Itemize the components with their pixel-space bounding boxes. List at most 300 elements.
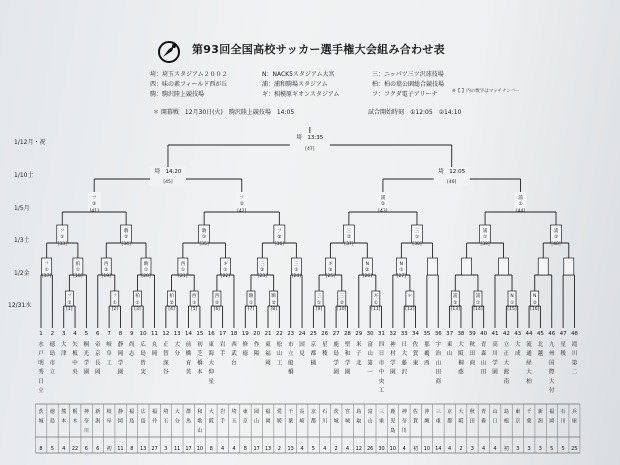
team-name-char: 山 [446,351,453,358]
r1-slot: ① [135,301,140,306]
team-prefecture-char: 山 [254,418,260,425]
team-prefecture-char: 静 [117,409,123,415]
r16-venue: 浦 [482,229,488,234]
team-prefecture-char: 神 [401,409,407,415]
team-prefecture-char: 広 [140,409,146,415]
team-name-char: 稜 [560,351,566,358]
r1-match-number: [15] [507,307,517,312]
r1-venue: 柏 [169,294,174,299]
team-number: 31 [378,331,385,337]
team-name-char: 武 [231,351,237,358]
team-prefecture-char: 玉 [163,418,169,425]
team-appearances: 6 [96,446,100,452]
team-appearances: 初 [413,446,419,452]
team-name-char: 沢 [401,369,407,376]
team-prefecture-char: 宮 [344,409,350,415]
team-name-char: 和 [344,351,351,358]
team-number: 7 [107,331,111,337]
r16-match-number: [33] [57,242,67,247]
r2-slot: ② [328,268,333,273]
team-prefecture-char: 岐 [106,409,112,415]
r1-venue: 西 [214,294,220,299]
team-name-char: 市 [287,342,294,348]
r16-slot: ② [124,235,129,240]
team-appearances: 3 [538,446,542,452]
r16-slot: ② [346,235,351,240]
team-prefecture-char: 川 [83,428,89,434]
team-prefecture-char: 阜 [106,418,112,425]
r16-match-number: [36] [274,242,284,247]
r1-slot: ① [192,301,197,306]
team-name-char: 島 [49,351,56,358]
r2-slot: ① [223,268,228,273]
r1-slot: ① [112,301,117,306]
team-name-char: 園 [333,369,339,376]
team-name-char: 九 [548,342,555,348]
team-name-char: 大 [174,342,180,348]
team-number: 17 [219,331,227,337]
team-prefecture-char: 島 [129,418,135,425]
team-name-char: 山 [435,360,442,367]
team-prefecture-char: 京 [447,409,453,415]
team-number: 38 [457,331,465,337]
team-number: 41 [491,331,499,337]
team-appearances: 11 [117,446,124,452]
r1-venue: ギ [373,294,379,299]
team-name-char: 米 [356,342,362,348]
team-name-char: 川 [571,351,578,358]
team-name-char: 津 [60,351,67,358]
kickoff-times: 試合開始時刻 ①12:05 ②14:10 [368,109,462,116]
team-name-char: 広 [140,342,146,348]
r16-match-number: [40] [551,242,561,247]
r1-match-number: [16] [530,307,540,312]
team-number: 8 [118,331,123,337]
team-name-char: 明 [38,360,44,367]
team-appearances: 10 [423,446,431,452]
team-name-char: 徳 [242,351,249,358]
r1-venue: 駒 [271,294,276,299]
team-name-char: 光 [83,351,90,358]
r1-match-number: [7] [247,307,255,312]
team-prefecture-char: 青 [481,409,487,415]
team-name-char: 州 [548,351,555,358]
r2-slot: ② [260,268,265,273]
team-number: 1 [39,331,43,337]
team-name-char: 松 [276,342,283,348]
team-number: 2 [50,331,55,337]
r1-slot: ① [373,301,378,306]
r16-slot: ② [553,235,559,240]
team-prefecture-char: 茨 [38,409,44,415]
venue-legend-8: 柏：柏の葉公園総合競技場 [372,81,445,88]
r1-match-number: [1] [66,307,73,312]
team-appearances: 14 [435,446,442,452]
r1-match-number: [14] [473,307,483,312]
team-number: 23 [287,331,295,337]
r2-slot: ① [44,268,49,273]
team-prefecture-char: 大 [208,409,214,415]
team-appearances: 4 [448,446,452,452]
team-name-char: 市 [378,360,385,367]
team-prefecture-char: 愛 [276,409,282,415]
r1-venue: 浦 [475,294,481,299]
team-name-char: 中 [72,360,78,367]
team-prefecture-char: 岡 [254,409,260,415]
team-prefecture-char: 歌 [197,418,203,425]
team-name-char: 国 [299,342,305,348]
team-name-char: 商 [469,360,476,367]
r16-match-box [274,225,285,243]
team-name-char: 国 [548,360,555,367]
team-appearances: 13 [139,446,147,452]
team-name-char: 大 [514,342,521,348]
team-name-char: 見 [299,351,305,358]
team-prefecture-char: 岡 [265,418,271,425]
team-name-char: 日 [378,351,385,358]
team-name-char: 芝 [197,351,203,358]
team-number: 43 [514,331,522,337]
round-date-semi: 1/10土 [14,172,34,179]
team-appearances: 2 [277,446,281,452]
qf-match-number: [41] [89,209,99,214]
r1-venue: N [533,294,537,299]
team-name-char: 学 [492,360,498,367]
team-name-char: 園 [83,369,90,376]
opening-match-info: ＊ 開幕戦 12月30日(火) 駒沢陸上競技場 14:05 [153,109,295,116]
team-number: 11 [151,331,158,337]
team-prefecture-char: 島 [390,428,396,434]
final-match-number: [47] [305,147,315,152]
team-name-char: 海 [208,351,215,358]
r1-venue: ＊ [407,294,413,299]
team-prefecture-char: 三 [435,409,441,415]
team-name-char: 越 [537,351,544,358]
team-name-char: 岐 [106,342,112,348]
team-prefecture-char: 栃 [72,409,78,415]
team-name-char: 高 [492,342,498,348]
team-appearances: 13 [287,446,294,452]
team-appearances: 25 [571,446,578,452]
team-name-char: 桐 [458,360,464,367]
team-number: 40 [480,331,488,337]
r1-match-number: [10] [337,307,347,312]
team-prefecture-char: 賀 [413,418,419,425]
team-number: 20 [253,331,261,337]
r2-match-box [538,258,548,275]
team-prefecture-char: 福 [129,409,135,415]
team-number: 15 [196,331,204,337]
r1-venue: 三 [316,294,322,299]
r1-venue: 西 [191,294,197,299]
r16-match-number: [38] [412,242,422,247]
team-name-char: 神 [390,342,396,348]
r16-slot: ① [414,235,419,240]
qf-match-box [88,192,100,210]
team-name-char: 付 [548,388,555,394]
team-name-char: 学 [333,360,339,367]
r1-match-number: [9] [315,307,323,312]
qf-slot: ② [380,202,385,207]
team-prefecture-char: 分 [174,418,180,425]
team-appearances: 5 [550,446,554,452]
team-name-char: 青 [480,342,487,348]
team-name-char: 通 [526,351,532,358]
team-name-char: 第 [367,360,373,367]
team-prefecture-char: 新 [537,409,543,415]
r16-slot: ② [277,235,282,240]
team-name-char: 学 [390,360,396,367]
r1-venue: N [510,294,514,299]
r1-match-number: [2] [111,307,118,312]
team-name-char: 大 [503,360,510,367]
r2-venue: N [365,262,369,267]
qf-slot: ① [518,202,523,207]
team-number: 32 [389,331,397,337]
team-name-char: 東 [412,360,419,367]
r16-venue: フ [60,229,65,234]
team-name-char: 橘 [310,360,317,367]
team-name-char: 藤 [401,360,407,367]
r16-match-box [57,225,68,243]
team-prefecture-char: 玉 [231,418,237,425]
r2-slot: ① [399,268,404,273]
team-prefecture-char: 山 [367,418,373,425]
team-appearances: 初 [106,446,112,452]
r2-match-box [462,258,472,275]
team-appearances: 26 [366,446,374,452]
team-prefecture-char: 徳 [49,409,55,415]
team-appearances: 初 [503,446,509,452]
team-name-char: 工 [276,360,283,367]
team-name-char: 大 [458,342,464,348]
team-prefecture-char: 神 [83,409,89,415]
team-prefecture-char: 佐 [413,409,419,415]
team-prefecture-char: 福 [549,409,555,415]
team-prefecture-char: 森 [481,418,487,425]
r1-slot: ② [532,301,537,306]
r2-venue: 柏 [75,262,81,267]
team-name-char: 作 [253,342,260,348]
r16-match-number: [34] [121,242,131,247]
team-name-char: 立 [38,388,44,394]
qf-venue: フ [239,196,245,201]
round-date-final: 1/12月・祝 [14,139,46,146]
team-number: 14 [185,331,193,337]
team-appearances: 5 [311,446,315,452]
semi-match-number: [46] [447,180,457,185]
team-name-char: 工 [378,388,385,394]
round-date-r2: 1/2金 [14,270,30,277]
r1-match-number: [11] [371,307,381,312]
r2-match-number: [18] [73,274,83,279]
team-name-char: 那 [424,342,430,348]
semi-venue-time: 埼 14:20 [154,169,182,175]
team-appearances: 4 [345,446,350,452]
team-appearances: 3 [516,446,520,452]
qf-match-box [236,192,248,210]
venue-legend-7: 三：ニッパツ三ツ沢球技場 [372,71,444,78]
r1-match-number: [13] [450,307,460,312]
team-name-char: 秀 [38,369,44,376]
team-name-char: 台 [231,360,237,367]
team-number: 21 [264,331,272,337]
team-name-char: 秋 [469,342,476,348]
team-appearances: 4 [402,446,406,452]
r1-slot: ① [317,301,322,306]
team-number: 10 [139,331,147,337]
qf-match-number: [43] [378,209,388,214]
r1-match-number: [5] [191,307,198,312]
r2-venue: 三 [294,262,299,267]
r1-venue: 駒 [248,294,254,299]
team-prefecture-char: 城 [344,418,350,425]
team-name-char: 橋 [287,369,294,376]
team-name-char: 柏 [526,378,532,385]
r16-venue: 三 [414,229,420,234]
r1-slot: ② [169,301,174,306]
team-name-char: 船 [287,360,294,367]
team-appearances: 3 [164,446,168,452]
team-prefecture-char: 和 [197,409,203,415]
team-appearances: 3 [527,446,531,452]
r1-venue: フ [112,294,118,299]
team-name-char: 岡 [117,351,124,358]
qf-match-box [515,192,527,210]
team-number: 35 [423,331,431,337]
r2-slot: ① [294,268,299,273]
r2-venue: フ [44,262,49,267]
r1-match-number: [8] [270,307,277,312]
team-name-char: 星 [321,342,328,348]
team-number: 4 [73,331,77,337]
r2-venue: 三 [260,262,265,267]
team-prefecture-char: 田 [469,418,475,425]
r16-match-number: [35] [199,242,209,247]
team-name-char: 央 [378,378,385,385]
team-name-char: 北 [356,360,362,367]
team-name-char: 東 [446,342,453,348]
team-number: 33 [400,331,408,337]
team-number: 27 [332,331,340,337]
team-prefecture-char: 福 [265,409,271,415]
r1-venue: 柏 [135,294,140,299]
team-prefecture-char: 岡 [549,418,555,425]
team-name-char: 志 [129,351,135,358]
team-prefecture-char: 東 [242,409,248,415]
r16-venue: 三 [346,229,352,234]
team-name-char: 岡 [151,351,158,358]
r2-slot: ② [365,268,370,273]
team-number: 39 [468,331,476,337]
team-name-char: 京 [310,342,317,348]
r16-match-box [121,225,132,243]
team-prefecture-char: 石 [560,409,566,415]
team-name-char: 北 [537,342,544,348]
team-prefecture-char: 重 [378,418,385,425]
team-prefecture-char: 阪 [458,418,464,425]
team-prefecture-char: 秋 [469,409,475,415]
r2-match-number: [17] [42,274,52,279]
team-prefecture-char: 手 [220,418,226,425]
team-name-char: 星 [560,342,566,348]
team-prefecture-char: 児 [390,418,396,425]
r1-slot: ① [510,301,515,306]
team-prefecture-char: 千 [288,409,294,415]
r16-match-number: [39] [480,242,490,247]
team-name-char: 森 [480,351,487,358]
team-prefecture-char: 城 [38,418,44,425]
team-name-char: 前 [185,342,192,348]
team-name-char: 正 [503,351,510,358]
page-title: 第93回全国高校サッカー選手権大会組み合わせ表 [192,43,445,56]
r2-match-number: [22] [220,274,231,279]
team-name-char: 山 [480,360,487,367]
r2-venue: ギ [223,262,228,267]
team-number: 36 [434,331,442,337]
team-name-char: 西 [424,360,430,367]
r2-match-number: [19] [101,274,111,279]
team-prefecture-char: 都 [447,418,453,425]
r2-match-number: [20] [141,274,151,279]
r16-slot: ① [202,235,207,240]
team-name-char: 富 [367,342,373,348]
team-name-char: 陽 [253,351,260,358]
team-name-char: 一 [367,369,373,376]
team-prefecture-char: 葉 [526,418,532,425]
team-name-char: 大 [526,369,532,376]
round-date-r1: 12/31水 [8,302,32,309]
team-prefecture-char: 埼 [231,409,237,415]
team-prefecture-char: 兵 [571,409,577,415]
team-name-char: 大 [208,360,215,367]
r2-match-box [428,258,438,275]
team-name-char: 南 [503,378,510,385]
r16-match-box [480,225,491,243]
team-name-char: 東 [265,342,271,348]
team-name-char: 大 [401,351,407,358]
r1-slot: ② [214,301,219,306]
team-appearances: 4 [232,446,236,452]
team-name-char: 市 [49,360,56,367]
r2-match-number: [27] [396,274,406,279]
team-name-char: 中 [378,369,385,376]
r2-slot: ② [104,268,109,273]
team-appearances: 12 [355,446,362,452]
team-name-char: 田 [480,369,487,376]
venue-legend-6: ギ：相模原ギオンスタジアム [262,91,340,98]
team-appearances: 4 [300,446,304,452]
team-appearances: 10 [389,446,397,452]
team-appearances: 13 [264,446,272,452]
team-name-char: 立 [287,351,294,358]
r2-match-number: [26] [362,274,372,279]
team-name-char: 西 [231,342,237,348]
team-name-char: 都 [310,351,317,358]
team-prefecture-char: 城 [333,418,339,425]
team-prefecture-char: 井 [151,418,158,425]
team-name-char: 育 [185,360,192,367]
team-appearances: 30 [378,446,385,452]
round-date-r16: 1/3土 [14,237,30,244]
r16-slot: ① [483,235,488,240]
team-name-char: 本 [197,369,203,376]
team-name-char: 矢 [72,342,78,348]
team-name-char: 東 [208,342,215,348]
team-name-char: 流 [526,342,532,348]
team-name-char: 皆 [140,360,146,367]
team-prefecture-char: 奈 [83,418,89,425]
